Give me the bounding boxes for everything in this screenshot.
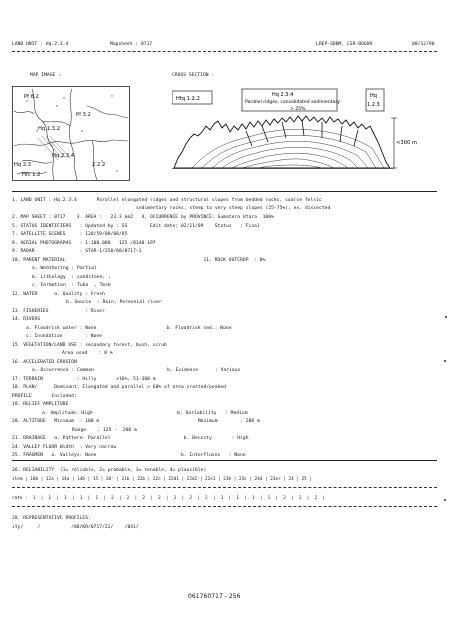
line-lithology: b. Lithology : sandstone, ,: [32, 275, 111, 280]
section-rule: [12, 191, 437, 192]
map-label-hq234: Hq 2.3.4: [52, 153, 75, 159]
map-label-hfc12: Hfc 1.2: [22, 172, 41, 178]
line-rivers: 14. RIVERS: [12, 317, 41, 322]
line-land-unit: 1. LAND UNIT : Hq.2.3.4 Parallel elongated ridges and structural slopes from bedded rocks, coarse felsic: [12, 198, 322, 203]
cross-label-right-1: Hq: [370, 93, 377, 99]
line-formation: c. Formation : Tuba , Tmsk: [32, 283, 111, 288]
line-altitude-range: Range : 125 - 200 m: [72, 428, 137, 433]
line-weathering: a. Weathering : Partial: [32, 266, 97, 271]
map-image-label: MAP IMAGE :: [30, 73, 61, 78]
map-label-222: 2.2.2: [92, 162, 106, 168]
page-footer: 061760717 - 256: [188, 593, 241, 600]
scan-speck: [444, 499, 446, 501]
cross-scale-label: <300 m: [396, 140, 417, 146]
line-altitude: 20. ALTITUDE Minimum : 100 m Maximum : 200 m: [12, 419, 260, 424]
map-image: [12, 86, 130, 181]
line-map-sheet: 2. MAP SHEET : 0717 3. AREA : 23.3 km2 4. OCCURRENCE by PROVINCE: Sumatera Utara 100%: [12, 215, 274, 220]
line-fragmen: 25. FRAGMEN a. Valleys: None b. Interfluves : None: [12, 453, 246, 458]
line-water-quality: 12. WATER a. Quality : Fresh: [12, 292, 105, 297]
mapsheet-header: Mapsheet : 0717: [110, 42, 153, 47]
line-radar: 9. RADAR : STAR-1/250/88/0717-1: [12, 249, 142, 254]
line-land-unit-cont: sedimentary rocks, steep to very steep slopes (25-75%), ex. dissected: [136, 206, 331, 211]
date-header: 08/12/90: [412, 42, 435, 47]
scan-speck: [445, 316, 447, 318]
cross-label-mid-title: Hq 2.3.4: [272, 92, 294, 98]
line-drainage: 21. DRAINAGE a. Pattern: Parallel b. Density : High: [12, 436, 249, 441]
reliability-items-row: item | 10b | 12a | 14a | 14b | 15 | 20' | 21b | 22b | 22c | 22d1 | 22d2 | 22e1 | 23b | 23c | 24d | 23er | 24 | 25 |: [12, 477, 313, 482]
line-profiles-codes: ity/ / /88/KR/0717/22/ /041/: [12, 525, 139, 530]
cross-section-diagram: [172, 86, 440, 181]
line-fisheries: 13. FISHERIES : River: [12, 309, 105, 314]
organization-header: LREP-SDBM, CSR-BOGOR: [316, 42, 373, 47]
map-label-pf32: Pf 3.2: [76, 112, 91, 118]
map-label-pf82: Pf 8.2: [24, 94, 39, 100]
cross-label-mid-desc: Parallel ridges, consolidated sedimentary: [245, 100, 340, 105]
line-water-source: b. Source : Rain, Perennial river: [66, 300, 162, 305]
line-inundation: c. Inundation : None: [26, 334, 103, 339]
line-status: 5. STATUS IDENTIFIERS : Updated by : SS Edit date: 02/11/89 Status : Final: [12, 224, 260, 229]
cross-label-left: Hfq 1.2.2: [176, 96, 200, 102]
line-parent-material: 10. PARENT MATERIAL 11. ROCK OUTCROP : 0%: [12, 258, 266, 263]
line-vegetation: 15. VEGETATION/LAND USE : secondary forest, bush, scrub: [12, 343, 167, 348]
header-rule: [12, 51, 437, 52]
line-valley-floor: 24. VALLEY FLOOR Width : Very narrow: [12, 445, 117, 450]
line-area-used: Area used : 0 %: [62, 351, 113, 356]
reliability-rule-bottom: [12, 506, 437, 507]
land-unit-header: LAND UNIT : Hq.2.3.4: [12, 42, 69, 47]
line-aerial: 8. AERIAL PHOTOGRAPHS : 1:100.000 125 /8348-197: [12, 241, 156, 246]
line-erosion-occurrence: a. Occurrence : Common b. Evidence : Various: [32, 368, 241, 373]
cross-section-label: CROSS SECTION :: [172, 73, 215, 78]
reliability-rule-top: [12, 460, 437, 461]
line-relief: 19. RELIEF AMPLITUDE: [12, 402, 69, 407]
line-floodrisk: a. Floodrisk water : None b. Floodrisk sed.: None: [26, 326, 232, 331]
cross-label-slope: > 25%: [290, 107, 306, 112]
line-erosion: 16. ACCELERATED EROSION: [12, 360, 77, 365]
line-plan: 18. PLAN/ Dominant: Elongated and parallel > 60% of area crested/peaked: [12, 385, 226, 390]
line-terrain: 17. TERRAIN : Hilly >16%, 51-300 m: [12, 377, 156, 382]
line-reliability: 26. RELIABILITY (1= reliable, 2= probable, 3= tenable, 4= plausible): [12, 468, 207, 473]
line-satellite: 7. SATELLITE SCENES : 128/59/08/08/85: [12, 232, 128, 237]
reliability-rates-row: rate : 1 | 1 | 1 | 1 | 1 | 2 | 2 | 2 | 2 | 2 | 2 | 2 | 1 | 1 | 1 | 1 | 2 | 2 | 2 |: [12, 496, 326, 501]
scan-speck: [444, 360, 446, 362]
reliability-rule-mid: [12, 487, 437, 488]
map-label-hq132: Hq 1.3.2: [38, 126, 61, 132]
cross-label-right-2: 1.2.3: [367, 102, 380, 108]
map-label-hq23: Hq 2.3: [14, 162, 32, 168]
line-profiles: 28. REPRESENTATIVE PROFILES:: [12, 516, 91, 521]
line-profile: PROFILE Included:: [12, 394, 77, 399]
line-amplitude: a. Amplitude: High b. Variability : Medium: [42, 411, 248, 416]
